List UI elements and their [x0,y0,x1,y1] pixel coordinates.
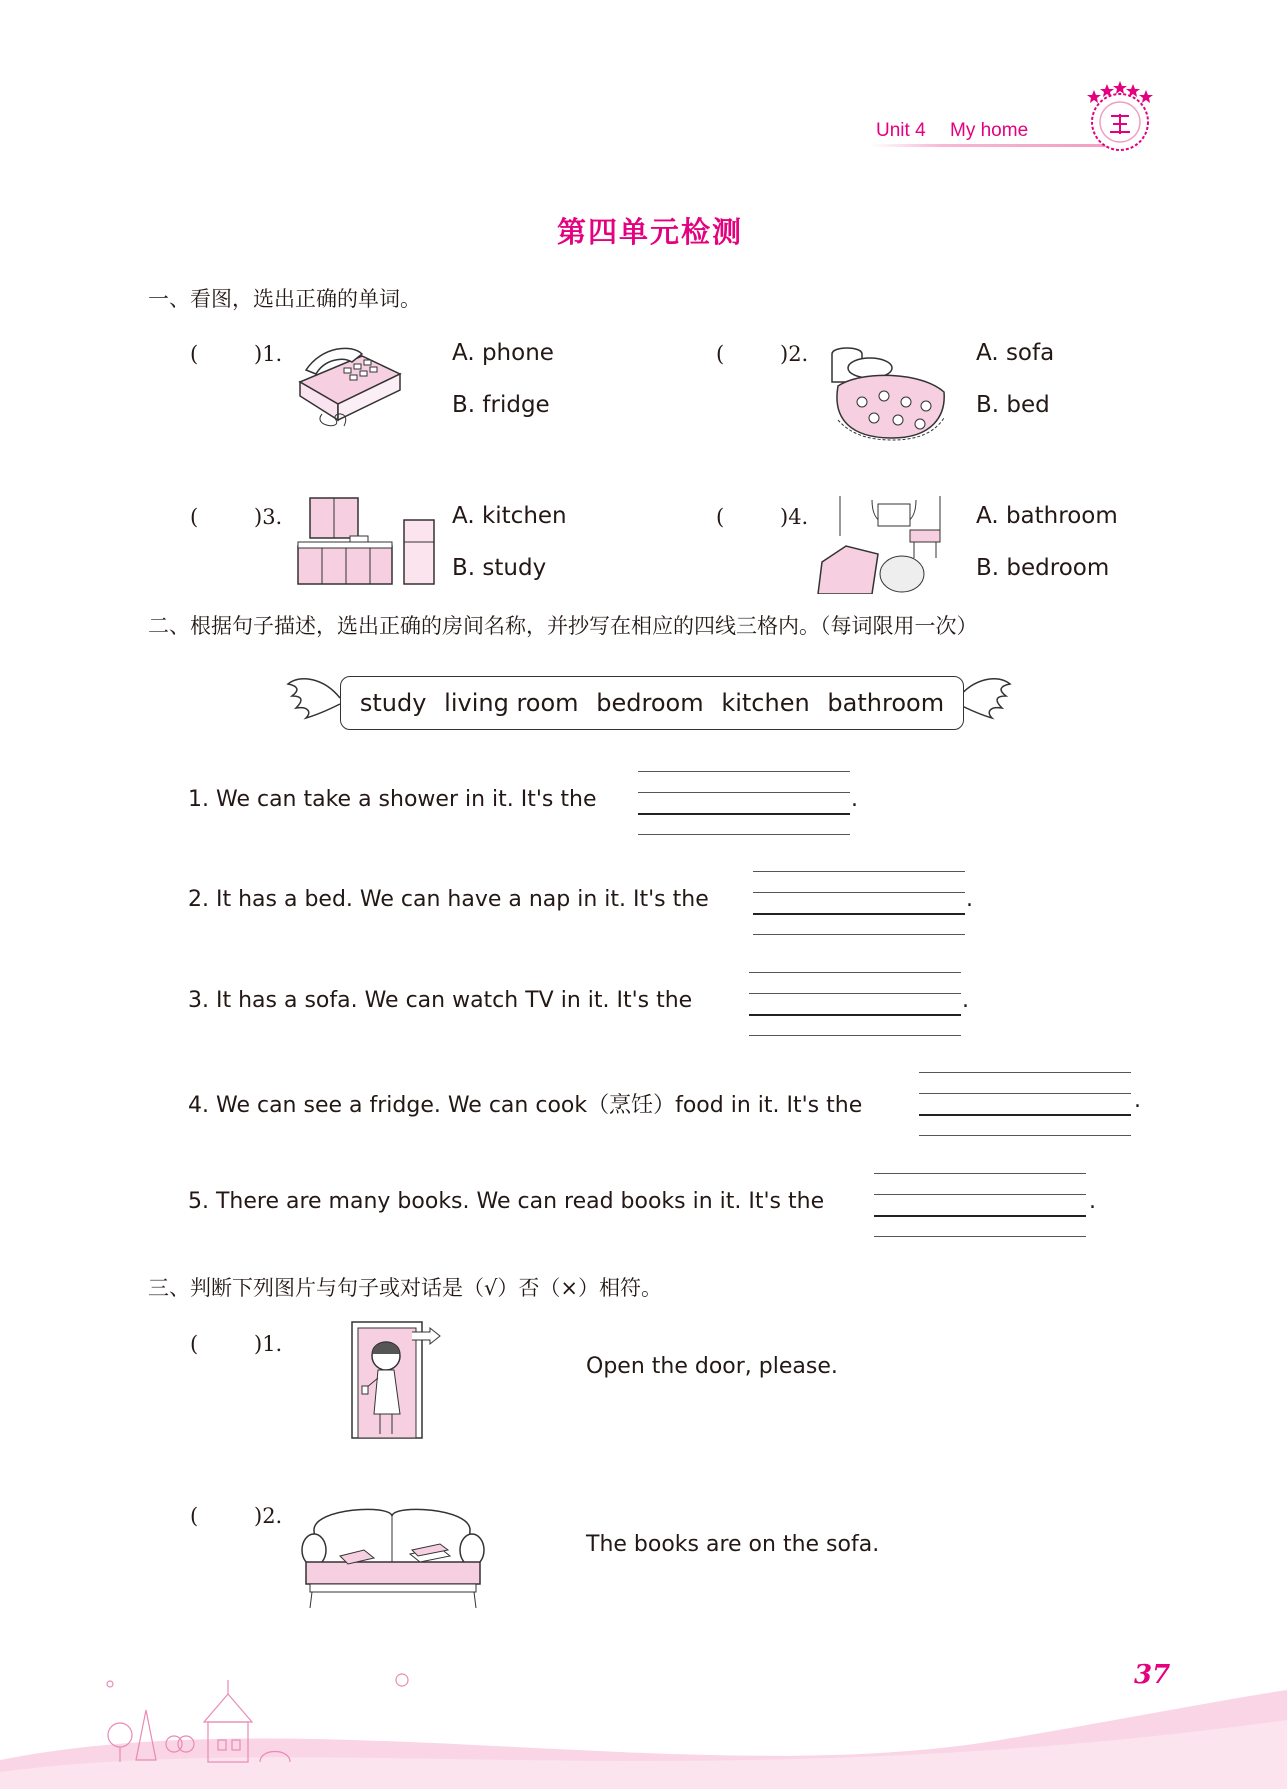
logo-badge-icon [1080,80,1160,156]
section3-heading: 三、判断下列图片与句子或对话是（√）否（×）相符。 [148,1276,662,1300]
answer-paren-open[interactable]: ( [716,342,725,366]
answer-paren-open[interactable]: ( [190,342,199,366]
item-number: )4. [780,505,809,529]
page-number: 37 [1134,1660,1171,1690]
word-option: bedroom [596,689,704,717]
writing-lines[interactable] [874,1173,1086,1237]
bed-icon [822,346,950,442]
telephone-icon [292,340,406,430]
answer-paren-open[interactable]: ( [190,1332,199,1356]
answer-paren-open[interactable]: ( [190,1504,199,1528]
sentence: 3. It has a sofa. We can watch TV in it. It's the [188,988,693,1013]
item-number: )2. [780,342,809,366]
word-option: living room [444,689,579,717]
page-title: 第四单元检测 [557,215,744,249]
section1-heading: 一、看图，选出正确的单词。 [148,287,421,311]
option-b[interactable]: B. fridge [452,392,550,418]
option-a[interactable]: A. phone [452,340,554,366]
sentence-period: . [851,787,858,812]
word-bank [340,676,964,730]
bedroom-icon [816,496,950,594]
sentence-period: . [962,988,969,1013]
word-option: study [359,689,427,717]
option-a[interactable]: A. sofa [976,340,1055,366]
left-wing-icon [284,668,342,724]
statement-text: The books are on the sofa. [586,1532,880,1557]
answer-paren-open[interactable]: ( [190,505,199,529]
word-option: kitchen [721,689,810,717]
option-a[interactable]: A. bathroom [976,503,1118,529]
girl-opening-door-icon [346,1318,442,1442]
sentence-period: . [966,887,973,912]
section2-heading: 二、根据句子描述，选出正确的房间名称，并抄写在相应的四线三格内。（每词限用一次） [148,614,978,638]
answer-paren-open[interactable]: ( [716,505,725,529]
sentence: 2. It has a bed. We can have a nap in it. It's the [188,887,709,912]
header-underline [870,144,1110,147]
word-option: bathroom [827,689,945,717]
sentence-period: . [1134,1088,1141,1113]
option-b[interactable]: B. study [452,555,547,581]
statement-text: Open the door, please. [586,1354,838,1379]
item-number: )2. [254,1504,283,1528]
item-number: )3. [254,505,283,529]
option-b[interactable]: B. bedroom [976,555,1110,581]
header-topic: My home [950,120,1029,141]
writing-lines[interactable] [749,972,961,1036]
sentence: 5. There are many books. We can read books in it. It's the [188,1189,825,1214]
kitchen-icon [296,496,438,588]
writing-lines[interactable] [919,1072,1131,1136]
footer-wave-decoration [0,1640,1287,1789]
item-number: )1. [254,342,283,366]
sentence: 4. We can see a fridge. We can cook（烹饪）food in it. It's the [188,1093,863,1118]
sentence: 1. We can take a shower in it. It's the [188,787,597,812]
books-on-sofa-icon [300,1500,486,1612]
item-number: )1. [254,1332,283,1356]
option-b[interactable]: B. bed [976,392,1050,418]
right-wing-icon [956,668,1014,724]
writing-lines[interactable] [753,871,965,935]
writing-lines[interactable] [638,771,850,835]
sentence-period: . [1089,1189,1096,1214]
header-unit: Unit 4 [876,120,926,141]
option-a[interactable]: A. kitchen [452,503,567,529]
